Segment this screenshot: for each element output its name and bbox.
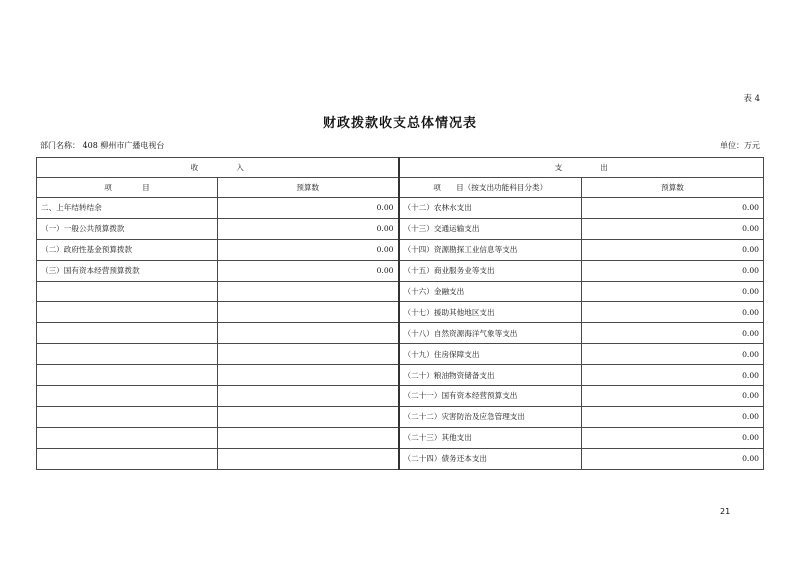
expense-value-cell: 0.00 <box>582 344 764 365</box>
income-value-cell <box>218 365 399 386</box>
expense-item-cell: （十二）农林水支出 <box>399 198 582 219</box>
expense-value-cell: 0.00 <box>582 448 764 469</box>
expense-value-cell: 0.00 <box>582 406 764 427</box>
income-item-cell <box>37 386 218 407</box>
income-value-cell <box>218 281 399 302</box>
expense-item-cell: （十六）金融支出 <box>399 281 582 302</box>
table-row <box>37 344 764 365</box>
income-value-cell <box>218 406 399 427</box>
department-name: 部门名称： 408 柳州市广播电视台 <box>40 141 165 150</box>
income-item-cell: （一）一般公共预算拨款 <box>37 218 218 239</box>
table-row <box>37 427 764 448</box>
expense-value-cell: 0.00 <box>582 386 764 407</box>
table-row <box>37 218 764 239</box>
income-item-cell <box>37 281 218 302</box>
income-value-cell <box>218 302 399 323</box>
expense-item-cell: （二十一）国有资本经营预算支出 <box>399 386 582 407</box>
income-item-cell: （三）国有资本经营预算拨款 <box>37 260 218 281</box>
page-number: 21 <box>720 507 731 516</box>
table-tag: 表 4 <box>743 94 760 104</box>
income-value-cell: 0.00 <box>218 198 399 219</box>
income-value-cell: 0.00 <box>218 260 399 281</box>
table-row <box>37 448 764 469</box>
income-item-cell: （二）政府性基金预算拨款 <box>37 239 218 260</box>
table-row <box>37 365 764 386</box>
expense-item-header: 项 目（按支出功能科目分类） <box>399 178 582 198</box>
expense-item-cell: （十九）住房保障支出 <box>399 344 582 365</box>
table-row <box>37 260 764 281</box>
expense-item-cell: （十四）资源勘探工业信息等支出 <box>399 239 582 260</box>
expense-value-cell: 0.00 <box>582 218 764 239</box>
expense-item-cell: （十七）援助其他地区支出 <box>399 302 582 323</box>
group-header-row <box>37 158 764 178</box>
income-item-cell: 二、上年结转结余 <box>37 198 218 219</box>
income-budget-header: 预算数 <box>218 178 399 198</box>
expense-value-cell: 0.00 <box>582 239 764 260</box>
table-row <box>37 239 764 260</box>
income-value-cell <box>218 323 399 344</box>
expense-item-cell: （二十三）其他支出 <box>399 427 582 448</box>
table-row <box>37 302 764 323</box>
income-value-cell: 0.00 <box>218 218 399 239</box>
table-row <box>37 198 764 219</box>
expense-value-cell: 0.00 <box>582 281 764 302</box>
expense-item-cell: （十八）自然资源海洋气象等支出 <box>399 323 582 344</box>
income-value-cell <box>218 386 399 407</box>
unit-label: 单位：万元 <box>720 141 760 150</box>
income-value-cell: 0.00 <box>218 239 399 260</box>
expense-value-cell: 0.00 <box>582 427 764 448</box>
income-item-header: 项 目 <box>37 178 218 198</box>
expense-value-cell: 0.00 <box>582 260 764 281</box>
expense-item-cell: （二十）粮油物资储备支出 <box>399 365 582 386</box>
expense-item-cell: （十三）交通运输支出 <box>399 218 582 239</box>
income-value-cell <box>218 448 399 469</box>
expense-item-cell: （二十二）灾害防治及应急管理支出 <box>399 406 582 427</box>
income-item-cell <box>37 406 218 427</box>
expense-value-cell: 0.00 <box>582 323 764 344</box>
table-row <box>37 406 764 427</box>
income-value-cell <box>218 427 399 448</box>
income-item-cell <box>37 302 218 323</box>
expense-group-header: 支 出 <box>399 158 764 178</box>
income-item-cell <box>37 448 218 469</box>
table-row <box>37 281 764 302</box>
page-title: 财政拨款收支总体情况表 <box>322 116 477 131</box>
income-item-cell <box>37 344 218 365</box>
table-row <box>37 386 764 407</box>
expense-value-cell: 0.00 <box>582 365 764 386</box>
income-value-cell <box>218 344 399 365</box>
expense-budget-header: 预算数 <box>582 178 764 198</box>
expense-value-cell: 0.00 <box>582 198 764 219</box>
budget-table <box>36 157 764 470</box>
column-header-row <box>37 178 764 198</box>
expense-item-cell: （二十四）债务还本支出 <box>399 448 582 469</box>
income-group-header: 收 入 <box>37 158 399 178</box>
income-item-cell <box>37 427 218 448</box>
expense-item-cell: （十五）商业服务业等支出 <box>399 260 582 281</box>
income-item-cell <box>37 365 218 386</box>
table-row <box>37 323 764 344</box>
expense-value-cell: 0.00 <box>582 302 764 323</box>
income-item-cell <box>37 323 218 344</box>
